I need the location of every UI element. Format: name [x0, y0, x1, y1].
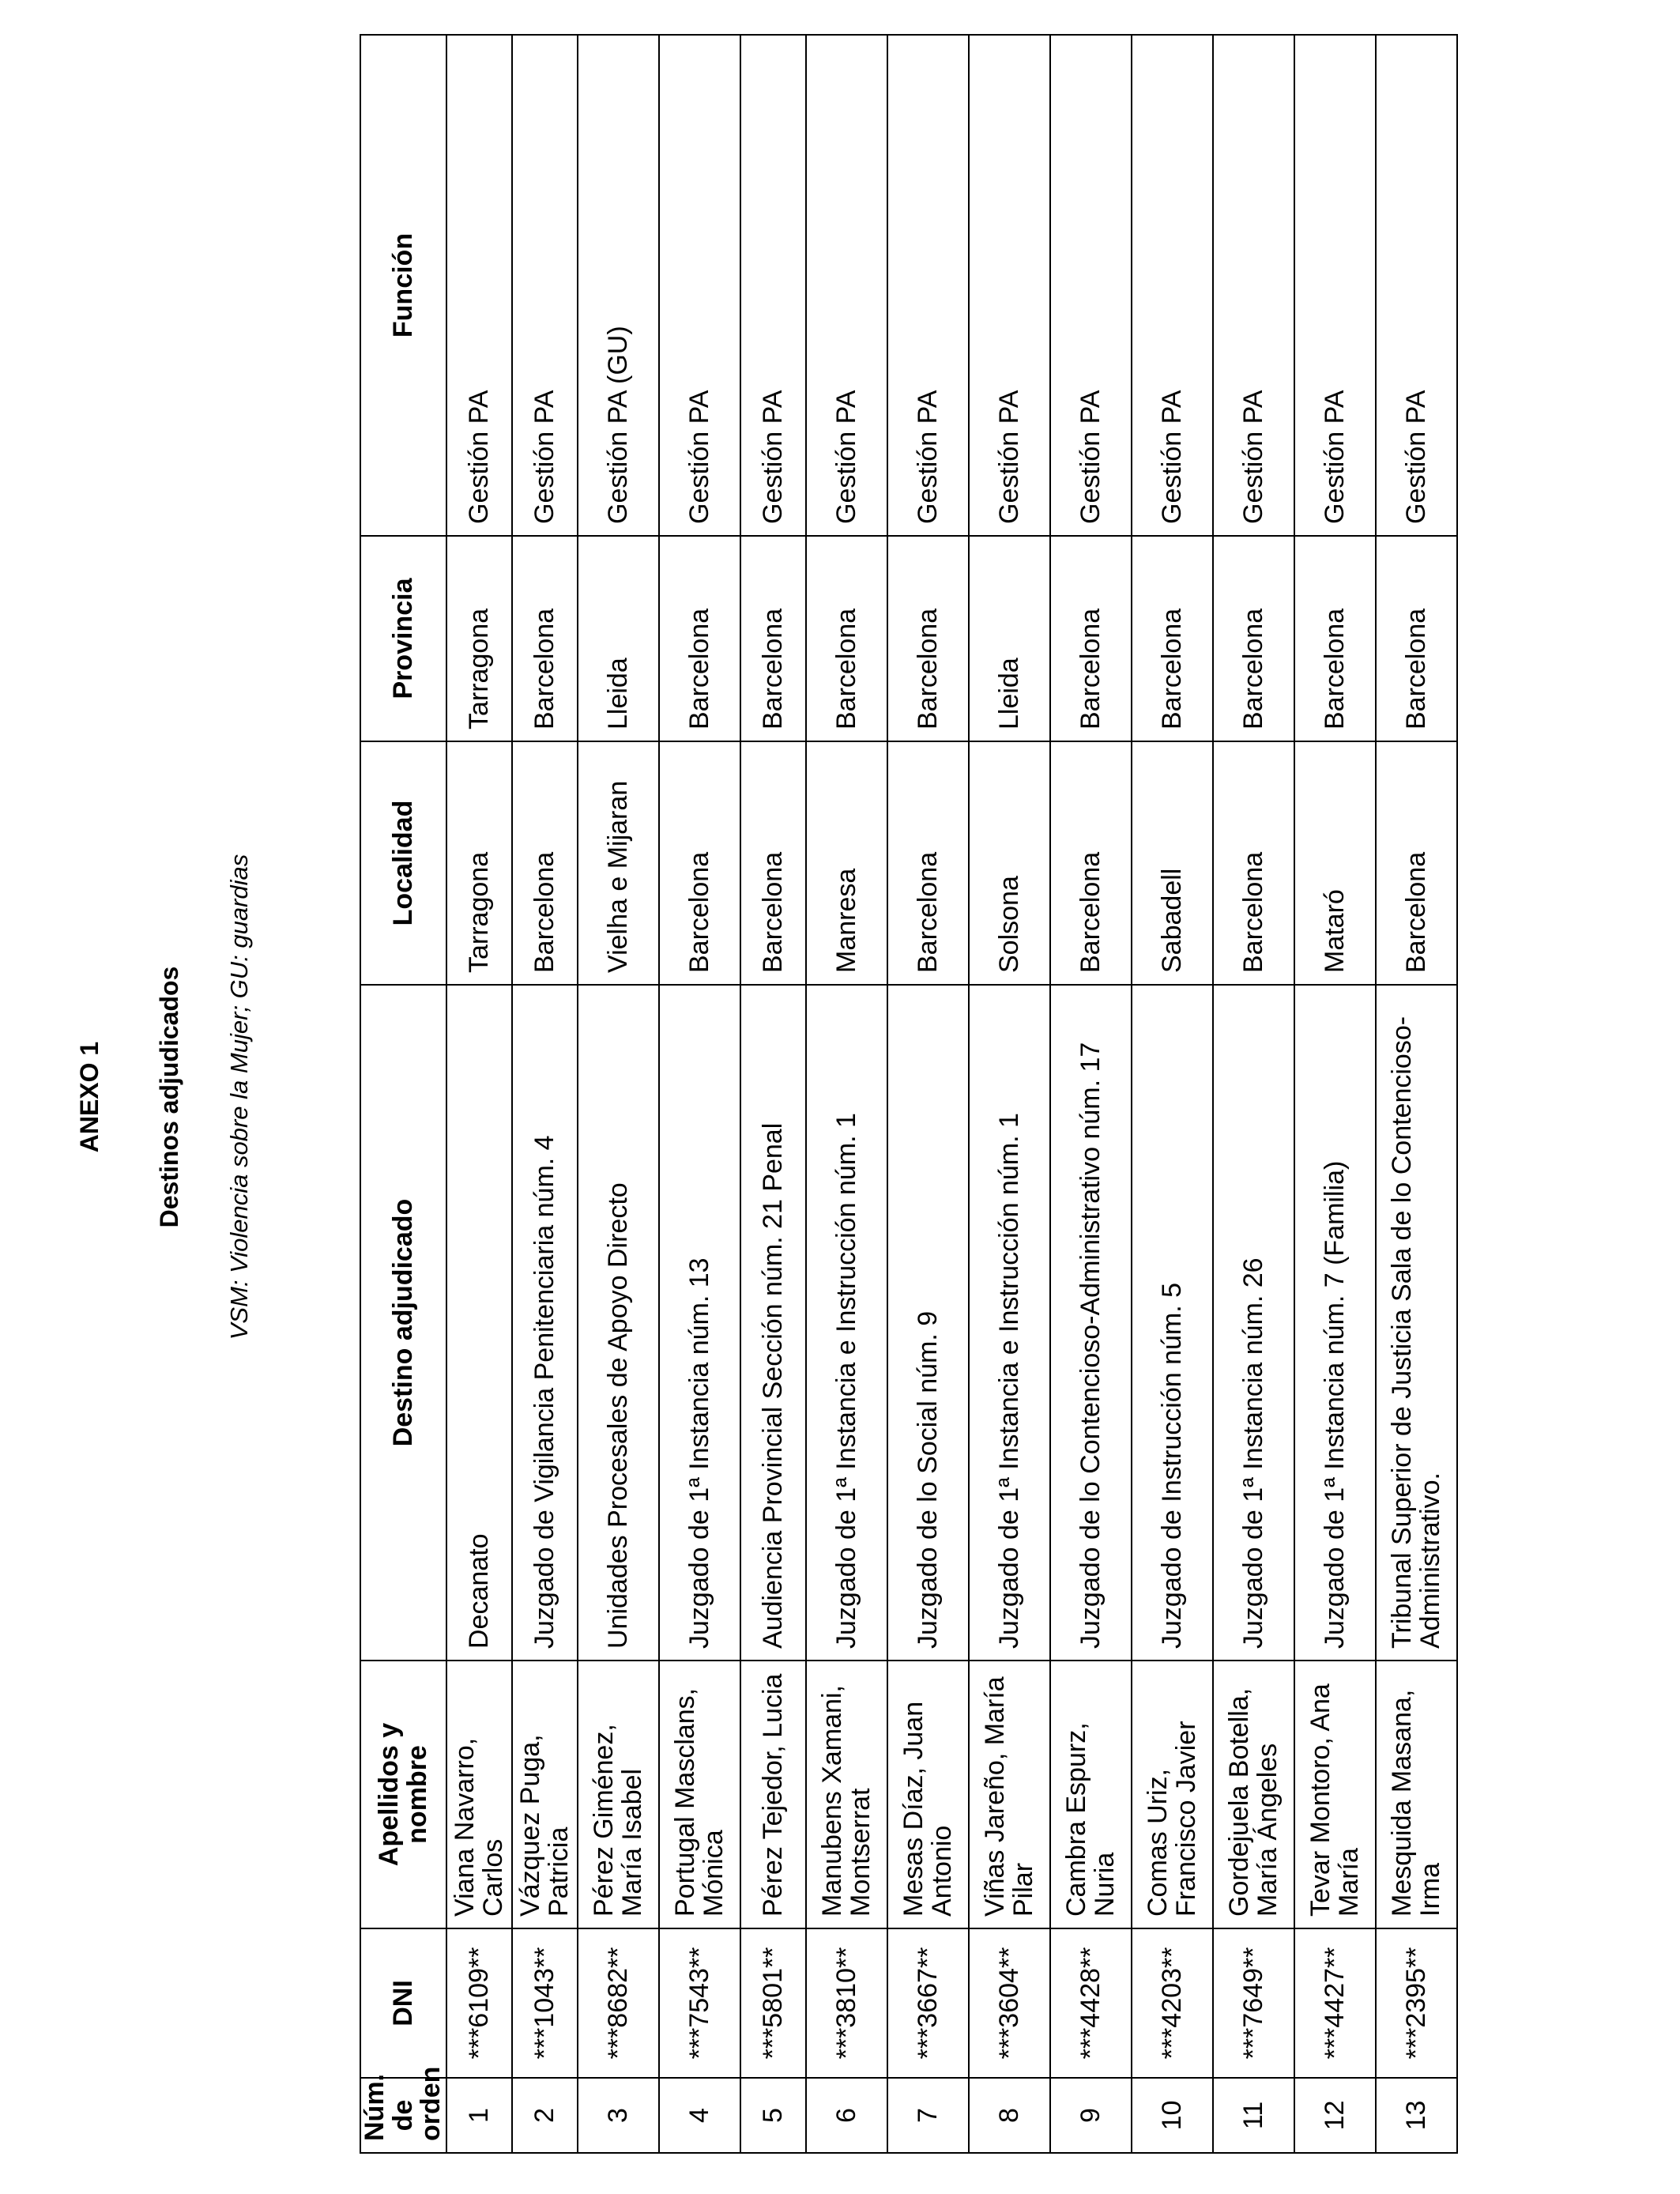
annex-subtitle: Destinos adjudicados	[155, 966, 183, 1228]
table-row	[806, 35, 887, 2153]
cell-nombre: Pérez Tejedor, Lucia	[740, 1661, 806, 1928]
cell-funcion: Gestión PA	[1213, 35, 1294, 536]
col-header-dni: DNI	[360, 1928, 446, 2078]
cell-num: 4	[659, 2078, 740, 2153]
table-row	[1376, 35, 1457, 2153]
col-header-provincia: Provincia	[360, 536, 446, 741]
table-row	[1050, 35, 1132, 2153]
col-header-num: Núm. de orden	[360, 2078, 446, 2153]
cell-funcion: Gestión PA	[1376, 35, 1457, 536]
table-row	[740, 35, 806, 2153]
cell-dni: ***3667**	[887, 1928, 969, 2078]
table-row	[1294, 35, 1376, 2153]
header-row	[360, 35, 446, 2153]
cell-nombre: Tevar Montoro, Ana María	[1294, 1661, 1376, 1928]
cell-destino: Juzgado de Instrucción núm. 5	[1132, 985, 1213, 1661]
cell-provincia: Barcelona	[740, 536, 806, 741]
cell-funcion: Gestión PA (GU)	[578, 35, 659, 536]
cell-destino: Juzgado de 1ª Instancia núm. 7 (Familia)	[1294, 985, 1376, 1661]
cell-localidad: Barcelona	[887, 741, 969, 985]
cell-nombre: Mesquida Masana, Irma	[1376, 1661, 1457, 1928]
cell-num: 1	[446, 2078, 512, 2153]
cell-provincia: Barcelona	[806, 536, 887, 741]
cell-nombre: Vázquez Puga, Patricia	[512, 1661, 578, 1928]
cell-provincia: Tarragona	[446, 536, 512, 741]
cell-nombre: Gordejuela Botella, María Ángeles	[1213, 1661, 1294, 1928]
cell-nombre: Viñas Jareño, María Pilar	[969, 1661, 1050, 1928]
cell-num: 9	[1050, 2078, 1132, 2153]
cell-nombre: Manubens Xamani, Montserrat	[806, 1661, 887, 1928]
cell-provincia: Barcelona	[887, 536, 969, 741]
cell-destino: Juzgado de Vigilancia Penitenciaria núm. 4	[512, 985, 578, 1661]
cell-provincia: Barcelona	[1132, 536, 1213, 741]
cell-localidad: Tarragona	[446, 741, 512, 985]
cell-destino: Juzgado de lo Social núm. 9	[887, 985, 969, 1661]
cell-dni: ***2395**	[1376, 1928, 1457, 2078]
cell-localidad: Barcelona	[659, 741, 740, 985]
cell-localidad: Barcelona	[740, 741, 806, 985]
table-row	[969, 35, 1050, 2153]
cell-nombre: Viana Navarro, Carlos	[446, 1661, 512, 1928]
cell-dni: ***6109**	[446, 1928, 512, 2078]
cell-nombre: Cambra Espurz, Nuria	[1050, 1661, 1132, 1928]
annex-title: ANEXO 1	[75, 1041, 104, 1153]
cell-localidad: Barcelona	[512, 741, 578, 985]
cell-localidad: Barcelona	[1376, 741, 1457, 985]
cell-dni: ***7649**	[1213, 1928, 1294, 2078]
cell-funcion: Gestión PA	[806, 35, 887, 536]
cell-provincia: Barcelona	[1213, 536, 1294, 741]
cell-dni: ***3810**	[806, 1928, 887, 2078]
cell-provincia: Barcelona	[1376, 536, 1457, 741]
cell-destino: Decanato	[446, 985, 512, 1661]
table-row	[1213, 35, 1294, 2153]
cell-destino: Juzgado de 1ª Instancia núm. 13	[659, 985, 740, 1661]
cell-nombre: Comas Uriz, Francisco Javier	[1132, 1661, 1213, 1928]
cell-dni: ***5801**	[740, 1928, 806, 2078]
cell-nombre: Pérez Giménez, María Isabel	[578, 1661, 659, 1928]
cell-dni: ***3604**	[969, 1928, 1050, 2078]
cell-provincia: Barcelona	[1050, 536, 1132, 741]
cell-dni: ***4428**	[1050, 1928, 1132, 2078]
cell-num: 7	[887, 2078, 969, 2153]
cell-localidad: Manresa	[806, 741, 887, 985]
cell-num: 5	[740, 2078, 806, 2153]
cell-num: 10	[1132, 2078, 1213, 2153]
cell-localidad: Sabadell	[1132, 741, 1213, 985]
cell-funcion: Gestión PA	[1294, 35, 1376, 536]
col-header-nombre: Apellidos y nombre	[360, 1661, 446, 1928]
cell-funcion: Gestión PA	[512, 35, 578, 536]
cell-destino: Juzgado de 1ª Instancia núm. 26	[1213, 985, 1294, 1661]
cell-funcion: Gestión PA	[1050, 35, 1132, 536]
cell-destino: Juzgado de 1ª Instancia e Instrucción núm. 1	[806, 985, 887, 1661]
cell-num: 13	[1376, 2078, 1457, 2153]
col-header-funcion: Función	[360, 35, 446, 536]
cell-funcion: Gestión PA	[659, 35, 740, 536]
col-header-destino: Destino adjudicado	[360, 985, 446, 1661]
cell-dni: ***8682**	[578, 1928, 659, 2078]
cell-num: 12	[1294, 2078, 1376, 2153]
table-row	[512, 35, 578, 2153]
table-row	[446, 35, 512, 2153]
cell-nombre: Portugal Masclans, Mónica	[659, 1661, 740, 1928]
cell-dni: ***1043**	[512, 1928, 578, 2078]
cell-localidad: Vielha e Mijaran	[578, 741, 659, 985]
cell-provincia: Barcelona	[659, 536, 740, 741]
table-row	[887, 35, 969, 2153]
cell-funcion: Gestión PA	[1132, 35, 1213, 536]
cell-localidad: Mataró	[1294, 741, 1376, 985]
cell-destino: Juzgado de 1ª Instancia e Instrucción núm. 1	[969, 985, 1050, 1661]
cell-provincia: Barcelona	[512, 536, 578, 741]
cell-num: 3	[578, 2078, 659, 2153]
cell-num: 11	[1213, 2078, 1294, 2153]
abbreviation-note: VSM: Violencia sobre la Mujer; GU: guardias	[225, 854, 253, 1340]
cell-funcion: Gestión PA	[969, 35, 1050, 536]
table-row	[578, 35, 659, 2153]
cell-destino: Unidades Procesales de Apoyo Directo	[578, 985, 659, 1661]
cell-localidad: Barcelona	[1050, 741, 1132, 985]
cell-dni: ***7543**	[659, 1928, 740, 2078]
cell-dni: ***4203**	[1132, 1928, 1213, 2078]
cell-destino: Tribunal Superior de Justicia Sala de lo Contencioso-Administrativo.	[1376, 985, 1457, 1661]
cell-num: 2	[512, 2078, 578, 2153]
cell-destino: Juzgado de lo Contencioso-Administrativo núm. 17	[1050, 985, 1132, 1661]
cell-funcion: Gestión PA	[740, 35, 806, 536]
cell-provincia: Lleida	[578, 536, 659, 741]
cell-num: 8	[969, 2078, 1050, 2153]
table-row	[659, 35, 740, 2153]
cell-num: 6	[806, 2078, 887, 2153]
cell-localidad: Solsona	[969, 741, 1050, 985]
table-row	[1132, 35, 1213, 2153]
cell-localidad: Barcelona	[1213, 741, 1294, 985]
destinos-table	[360, 34, 1458, 2154]
cell-funcion: Gestión PA	[887, 35, 969, 536]
cell-nombre: Mesas Díaz, Juan Antonio	[887, 1661, 969, 1928]
cell-destino: Audiencia Provincial Sección núm. 21 Penal	[740, 985, 806, 1661]
cell-provincia: Lleida	[969, 536, 1050, 741]
col-header-localidad: Localidad	[360, 741, 446, 985]
cell-provincia: Barcelona	[1294, 536, 1376, 741]
cell-dni: ***4427**	[1294, 1928, 1376, 2078]
cell-funcion: Gestión PA	[446, 35, 512, 536]
